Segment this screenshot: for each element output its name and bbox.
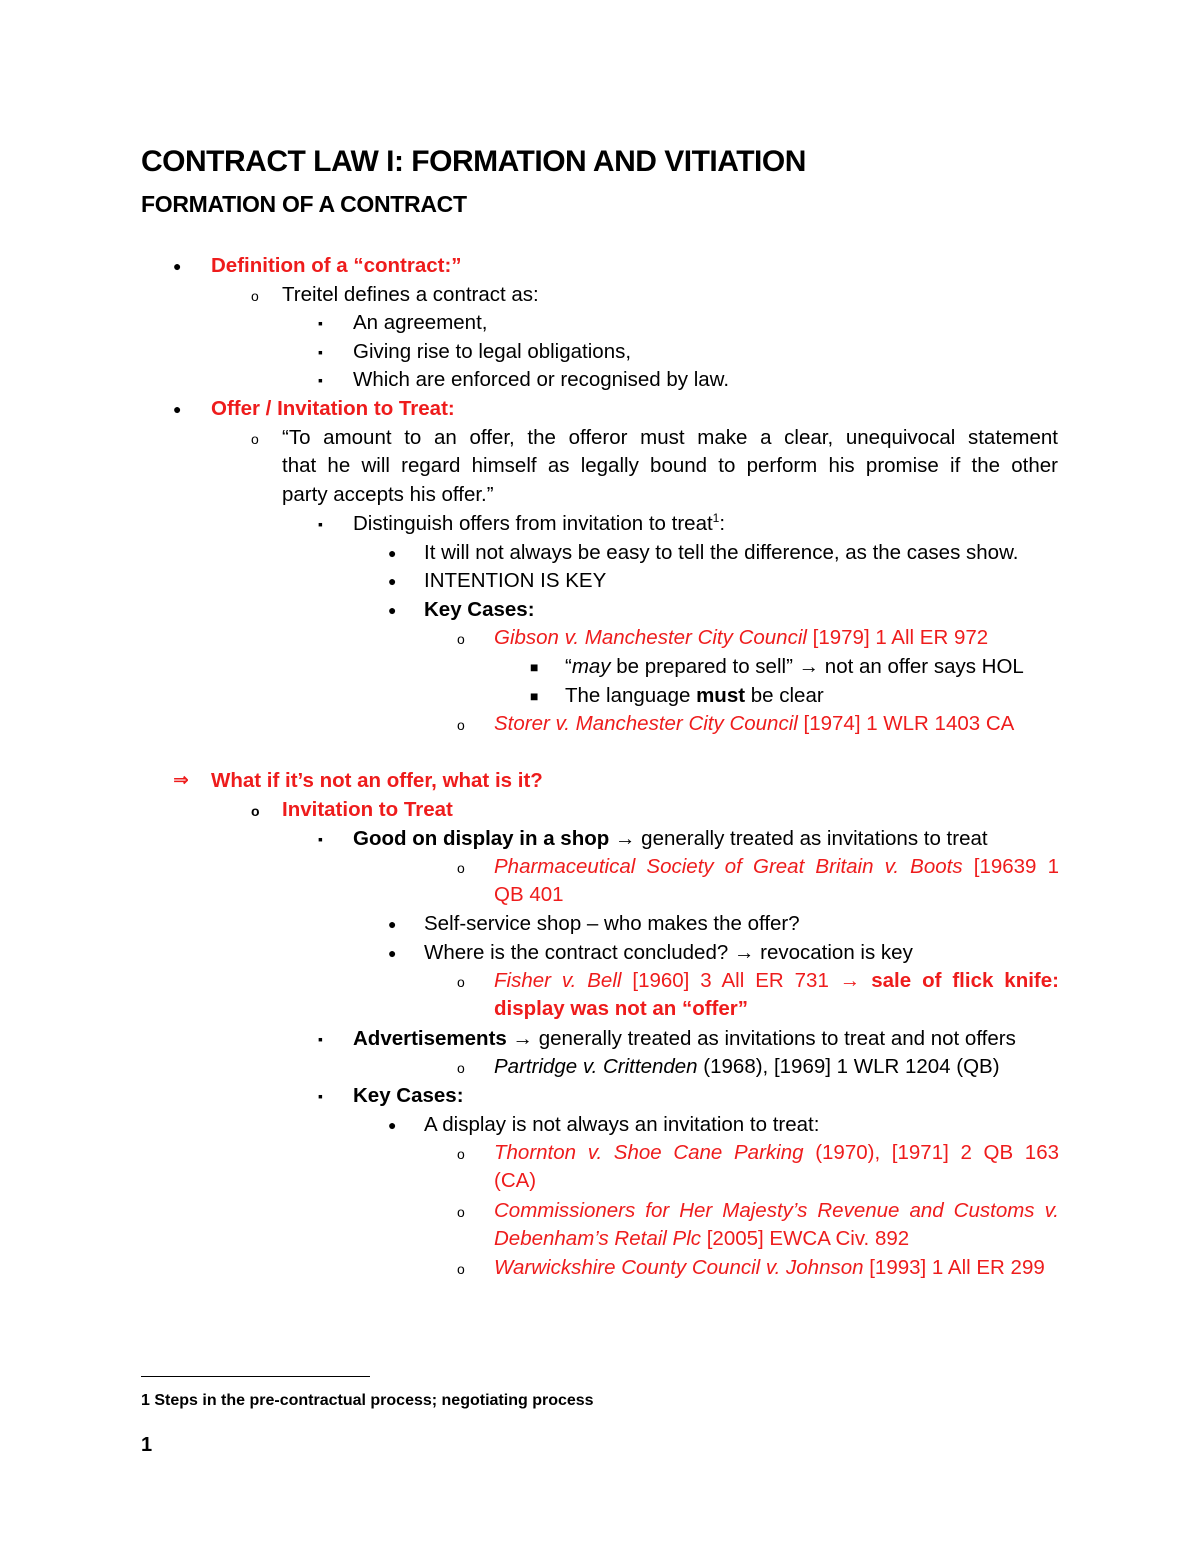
quote-open: “ [565,655,572,678]
where-tail: revocation is key [754,941,913,964]
quote-line: that he will regard himself as legally bound to perform his promise if the other [282,454,1058,477]
may-rest: be prepared to sell” [610,655,799,678]
display-not-line: A display is not always an invitation to treat: [424,1113,820,1136]
may-word: may [571,655,611,678]
footnote [141,1390,594,1412]
self-service-line: Self-service shop – who makes the offer? [424,912,800,935]
case-name: Gibson v. Manchester City Council [494,626,807,649]
case-commissioners-line1: Commissioners for Her Majesty’s Revenue and Customs v. [494,1199,1059,1222]
may-tail: not an offer says HOL [819,655,1024,678]
bullet-circle-icon: o [457,1146,465,1162]
case-name: Partridge v. Crittenden [494,1055,698,1078]
list-item: Which are enforced or recognised by law. [353,368,730,391]
goods-rest: generally treated as invitations to treat [635,827,988,850]
case-storer [494,710,1014,738]
case-citation: [2005] EWCA Civ. 892 [706,1227,910,1250]
bullet-circle-icon: o [457,974,465,990]
footnote-separator [141,1376,370,1377]
case-thornton-line2: (CA) [494,1169,537,1192]
definition-heading: Definition of a “contract:” [211,254,462,277]
itt-heading: Invitation to Treat [282,798,453,821]
fisher-tail: sale of flick knife: [860,969,1059,992]
case-citation: [1960] 3 All ER 731 [632,969,829,992]
footnote-text: Steps in the pre-contractual process; negotiating process [149,1392,594,1409]
case-thornton-line1 [494,1139,1059,1167]
bullet-square-icon: ▪ [318,315,323,331]
bullet-disc-icon: ● [173,401,182,417]
bullet-circle-icon: o [457,860,465,876]
goods-bold: Good on display in a shop [353,827,610,850]
case-citation: (1968), [1969] 1 WLR 1204 (QB) [703,1055,1000,1078]
arrow-icon: → [839,969,861,992]
not-easy-line: It will not always be easy to tell the difference, as the cases show. [424,541,1019,564]
bullet-disc-icon: ● [173,258,182,274]
bullet-circle-icon: o [457,1060,465,1076]
case-name: Debenham’s Retail Plc [494,1227,702,1250]
offer-heading: Offer / Invitation to Treat: [211,397,455,420]
lang-pre: The language [565,684,697,707]
case-citation: [1979] 1 All ER 972 [812,626,989,649]
case-pharma-line2: QB 401 [494,883,564,906]
case-warwickshire [494,1254,1045,1282]
lang-post: be clear [745,684,824,707]
double-arrow-icon: ⇒ [173,770,189,791]
adverts-rest: generally treated as invitations to treat and not offers [533,1027,1016,1050]
list-item: An agreement, [353,311,488,334]
arrow-icon: → [512,1027,534,1050]
case-pharma-line1 [494,853,1059,881]
bullet-square-icon: ▪ [318,831,323,847]
distinguish-text: Distinguish offers from invitation to treat [353,512,713,535]
bullet-circle-icon: o [457,717,465,733]
intention-line: INTENTION IS KEY [424,569,607,592]
bullet-disc-icon: ● [388,573,397,589]
bullet-circle-icon: o [251,803,260,819]
bullet-disc-icon: ● [388,1117,397,1133]
treitel-line: Treitel defines a contract as: [282,283,539,306]
adverts-line [353,1025,1016,1053]
case-name: Fisher v. Bell [494,969,622,992]
bullet-circle-icon: o [457,1204,465,1220]
bullet-circle-icon: o [251,288,259,304]
distinguish-tail: : [719,512,726,535]
bullet-circle-icon: o [457,1261,465,1277]
quote-line: “To amount to an offer, the offeror must make a clear, unequivocal statement [282,426,1058,449]
quote-line: party accepts his offer.” [282,483,494,506]
bullet-square-icon: ▪ [318,372,323,388]
bullet-disc-icon: ● [388,945,397,961]
not-offer-heading: What if it’s not an offer, what is it? [211,769,543,792]
case-citation: [1974] 1 WLR 1403 CA [803,712,1015,735]
case-name: Pharmaceutical Society of Great Britain v. Boots [494,855,963,878]
case-partridge [494,1053,1000,1081]
bullet-square-icon: ■ [530,659,539,675]
lang-must: must [696,684,746,707]
bullet-circle-icon: o [251,431,259,447]
case-gibson [494,624,988,652]
bullet-disc-icon: ● [388,545,397,561]
where-line [424,939,913,967]
arrow-icon: → [733,941,755,964]
case-commissioners-line2 [494,1225,909,1253]
case-citation: [19639 1 [973,855,1059,878]
case-name: Thornton v. Shoe Cane Parking [494,1141,804,1164]
key-cases-label: Key Cases: [424,598,535,621]
footnote-number: 1 [141,1392,150,1409]
bullet-disc-icon: ● [388,602,397,618]
arrow-icon: → [798,655,820,678]
may-line [565,653,1024,681]
language-line [565,682,824,710]
bullet-square-icon: ▪ [318,1088,323,1104]
where-text: Where is the contract concluded? [424,941,734,964]
bullet-disc-icon: ● [388,916,397,932]
case-name: Storer v. Manchester City Council [494,712,798,735]
case-fisher-line2: display was not an “offer” [494,997,749,1020]
distinguish-line [353,510,725,538]
bullet-square-icon: ▪ [318,516,323,532]
bullet-circle-icon: o [457,631,465,647]
page-number: 1 [141,1434,153,1456]
case-fisher-line1 [494,967,1059,995]
key-cases-label: Key Cases: [353,1084,464,1107]
bullet-square-icon: ▪ [318,1031,323,1047]
section-subtitle: FORMATION OF A CONTRACT [141,191,467,217]
case-citation: (1970), [1971] 2 QB 163 [815,1141,1059,1164]
adverts-bold: Advertisements [353,1027,507,1050]
bullet-square-icon: ■ [530,688,539,704]
goods-line [353,825,988,853]
bullet-square-icon: ▪ [318,344,323,360]
case-citation: [1993] 1 All ER 299 [869,1256,1045,1279]
document-title: CONTRACT LAW I: FORMATION AND VITIATION [141,145,806,178]
footnote-ref: 1 [712,511,720,526]
case-name: Warwickshire County Council v. Johnson [494,1256,864,1279]
arrow-icon: → [614,827,636,850]
list-item: Giving rise to legal obligations, [353,340,632,363]
